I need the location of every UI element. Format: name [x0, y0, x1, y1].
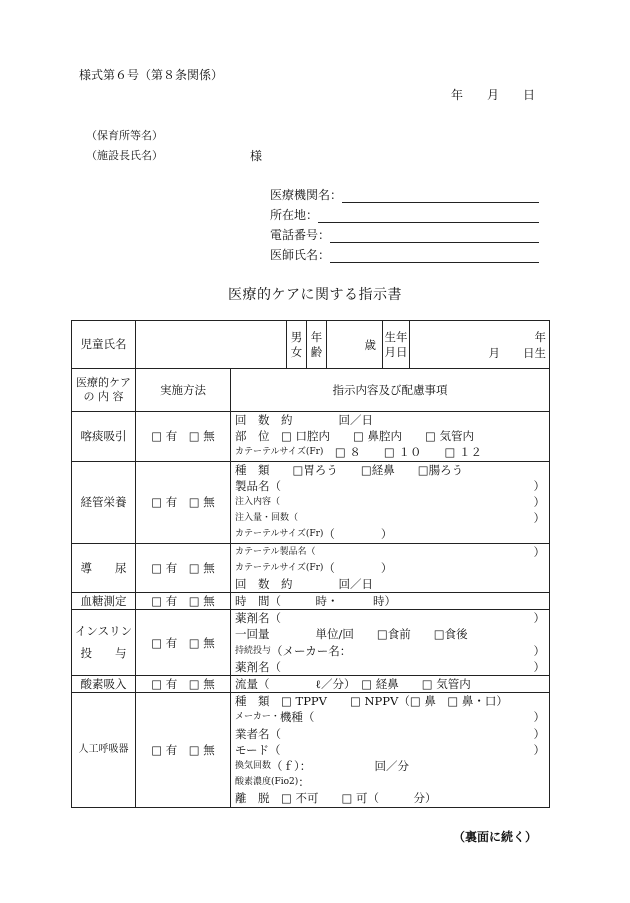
care-row-insulin: [72, 610, 550, 676]
detail-line[interactable]: □ ８ □ １０ □ １２: [323, 445, 482, 460]
signature-line: [330, 228, 539, 243]
detail-line[interactable]: （ｆ）： 回／分: [271, 758, 410, 773]
age-field[interactable]: [327, 321, 383, 369]
method-checkbox[interactable]: □ 有 □ 無: [136, 461, 231, 543]
care-item-char-2: 尿: [115, 560, 127, 575]
signature-address: [270, 206, 539, 223]
detail-small-label: カテーテルサイズ(Fr): [235, 529, 324, 540]
column-header-row: [72, 369, 550, 412]
detail-small-label[interactable]: カテーテル製品名（: [235, 546, 316, 557]
care-details: [231, 543, 550, 593]
close-paren: ）: [533, 710, 545, 725]
date-line: 年 月 日: [451, 88, 536, 102]
care-item-label: [72, 543, 136, 593]
detail-small-label: 換気回数: [235, 760, 272, 771]
care-row-catheterization: [72, 543, 550, 593]
details-header: 指示内容及び配慮事項: [231, 369, 550, 412]
signature-phone: [270, 226, 539, 243]
method-checkbox[interactable]: □ 有 □ 無: [136, 676, 231, 693]
close-paren: ）: [533, 494, 545, 509]
care-item-label: 人工呼吸器: [72, 693, 136, 807]
signature-line: [330, 248, 539, 263]
detail-line[interactable]: モード（: [235, 742, 281, 757]
close-paren: ）: [533, 478, 545, 493]
care-item-label: 酸素吸入: [72, 676, 136, 693]
gender-female: 女: [290, 344, 303, 359]
care-details: [231, 610, 550, 676]
care-instruction-table: [71, 320, 550, 808]
detail-line[interactable]: （ ）: [323, 560, 393, 575]
care-item-label: [72, 610, 136, 676]
detail-line[interactable]: 薬剤名（: [235, 659, 281, 674]
continued-on-back-note: （裏面に続く）: [453, 830, 538, 844]
detail-line[interactable]: （ ）: [323, 527, 393, 542]
age-label-1: 年: [310, 330, 323, 345]
care-header-line-2: の 内 容: [83, 390, 124, 403]
care-header-line-1: 医療的ケア: [76, 376, 131, 390]
detail-small-label: 持続投与: [235, 645, 272, 656]
addressee-honorific: 様: [250, 149, 263, 163]
care-item-label: 血糖測定: [72, 593, 136, 610]
care-details: [231, 693, 550, 807]
care-item-line-1: インスリン: [74, 623, 133, 638]
method-checkbox[interactable]: □ 有 □ 無: [136, 610, 231, 676]
care-row-oxygen: [72, 676, 550, 693]
care-row-suction: [72, 412, 550, 462]
gender-cell: [287, 321, 307, 369]
method-checkbox[interactable]: □ 有 □ 無: [136, 543, 231, 593]
signature-label: 電話番号：: [270, 228, 331, 242]
care-item-line-2: 投 与: [80, 645, 127, 660]
form-number: 様式第６号（第８条関係）: [79, 68, 224, 82]
detail-line[interactable]: 部 位 □ 口腔内 □ 鼻腔内 □ 気管内: [235, 429, 475, 444]
care-row-tube-feeding: [72, 461, 550, 543]
detail-line[interactable]: 業者名（: [235, 726, 281, 741]
care-details: [231, 593, 550, 610]
care-content-header: [72, 369, 136, 412]
birth-label-cell: [383, 321, 410, 369]
signature-label: 医師氏名：: [270, 248, 331, 262]
close-paren: ）: [533, 742, 545, 757]
care-row-ventilator: [72, 693, 550, 807]
signature-doctor: [270, 246, 539, 263]
birth-date-field[interactable]: [410, 321, 550, 369]
signature-medical-institution: [270, 186, 539, 203]
method-checkbox[interactable]: □ 有 □ 無: [136, 693, 231, 807]
detail-line[interactable]: 離 脱 □ 不可 □ 可（ 分）: [235, 791, 437, 806]
signature-label: 所在地：: [270, 208, 319, 222]
care-details: [231, 412, 550, 462]
close-paren: ）: [533, 511, 545, 526]
detail-line[interactable]: 機種（: [279, 710, 315, 725]
child-name-field[interactable]: [136, 321, 287, 369]
birth-label-1: 生年: [384, 330, 408, 345]
detail-small-label: カテーテルサイズ(Fr): [235, 447, 324, 458]
method-header: 実施方法: [136, 369, 231, 412]
detail-line[interactable]: 時 間（ 時・ 時）: [235, 594, 396, 609]
care-item-label: 経管栄養: [72, 461, 136, 543]
gender-male: 男: [290, 330, 303, 345]
detail-line[interactable]: 一回量 単位/回 □食前 □食後: [235, 627, 468, 642]
method-checkbox[interactable]: □ 有 □ 無: [136, 593, 231, 610]
detail-line[interactable]: 種 類 □胃ろう □経鼻 □腸ろう: [235, 462, 464, 477]
detail-line[interactable]: ：: [298, 775, 310, 790]
detail-line[interactable]: 種 類 □ TPPV □ NPPV（□ 鼻 □ 鼻・口）: [235, 694, 508, 709]
detail-line[interactable]: 薬剤名（: [235, 611, 281, 626]
detail-small-label[interactable]: 注入量・回数（: [235, 513, 299, 524]
child-name-label: 児童氏名: [72, 321, 136, 369]
detail-line[interactable]: 回 数 約 回／日: [235, 413, 373, 427]
detail-small-label: カテーテルサイズ(Fr): [235, 562, 324, 573]
close-paren: ）: [533, 643, 545, 658]
addressee-head: （施設長氏名）: [86, 149, 163, 162]
care-details: [231, 676, 550, 693]
care-details: [231, 461, 550, 543]
care-item-label: 喀痰吸引: [72, 412, 136, 462]
signature-label: 医療機関名：: [270, 188, 343, 202]
close-paren: ）: [533, 659, 545, 674]
detail-line[interactable]: 製品名（: [235, 478, 281, 493]
close-paren: ）: [533, 544, 545, 559]
birth-label-2: 月日: [384, 344, 408, 359]
age-unit: 歳: [364, 337, 376, 352]
document-title: 医療的ケアに関する指示書: [228, 287, 402, 303]
close-paren: ）: [533, 726, 545, 741]
close-paren: ）: [533, 611, 545, 626]
age-label-2: 齢: [310, 344, 323, 359]
detail-line[interactable]: （メーカー名：: [271, 643, 352, 658]
detail-small-label: メーカー・: [235, 712, 280, 723]
detail-line[interactable]: 回 数 約 回／日: [235, 576, 373, 591]
method-checkbox[interactable]: □ 有 □ 無: [136, 412, 231, 462]
detail-line[interactable]: 流量（ ℓ／分） □ 経鼻 □ 気管内: [235, 677, 471, 691]
birth-month-day-unit: 月 日生: [488, 345, 546, 360]
detail-small-label[interactable]: 注入内容（: [235, 496, 281, 507]
signature-line: [318, 208, 539, 223]
care-item-char-1: 導: [80, 560, 92, 575]
care-row-blood-glucose: [72, 593, 550, 610]
child-info-row: [72, 321, 550, 369]
addressee-org: （保育所等名）: [86, 129, 163, 142]
age-label-cell: [307, 321, 327, 369]
detail-small-label: 酸素濃度(Fio2): [235, 777, 299, 788]
signature-line: [342, 188, 539, 203]
birth-year-unit: 年: [534, 329, 546, 344]
